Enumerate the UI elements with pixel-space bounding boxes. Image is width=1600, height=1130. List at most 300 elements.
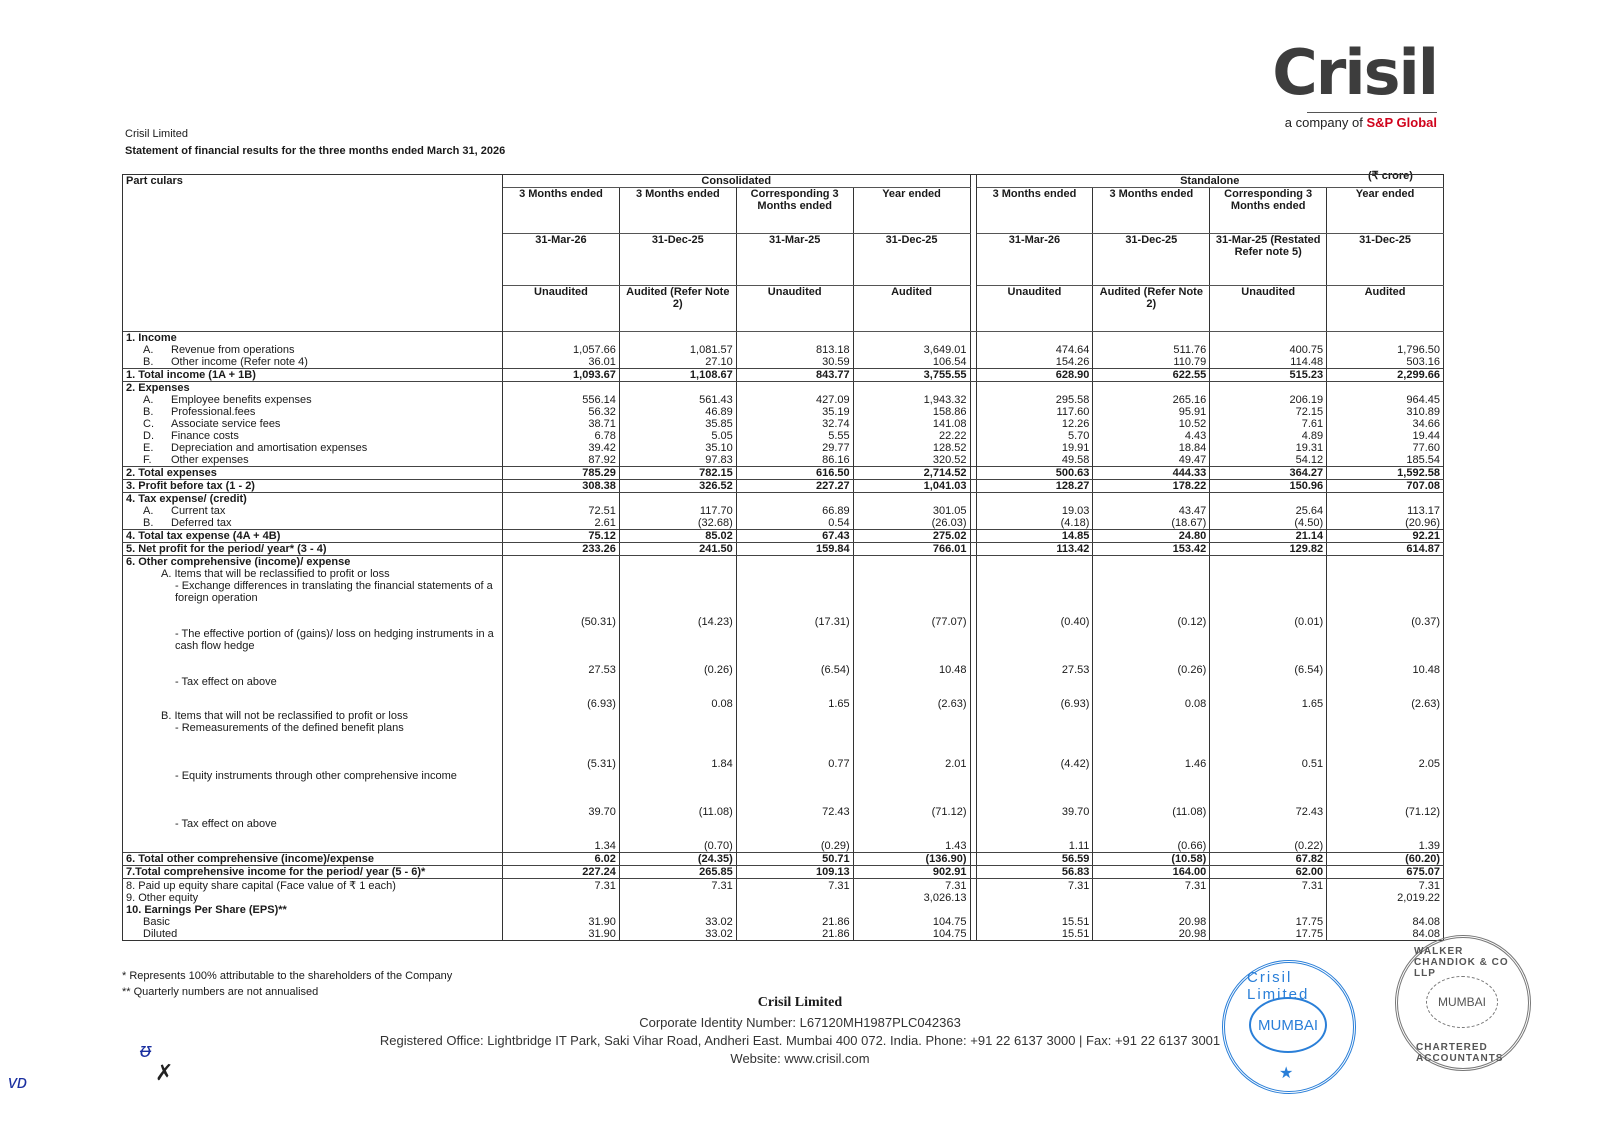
consolidated-value-1: 31.90 (503, 928, 620, 941)
standalone-value-1: 474.64 (976, 344, 1093, 356)
standalone-value-3: 400.75 (1210, 344, 1327, 356)
standalone-value-1: 12.26 (976, 418, 1093, 430)
row-label: B. Items that will not be reclassified to profit or loss (123, 710, 503, 722)
consolidated-value-1: (50.31) (503, 580, 620, 628)
consolidated-value-1: 1.34 (503, 818, 620, 853)
initials-signature-black: ✗ (155, 1060, 174, 1085)
consolidated-value-1 (503, 904, 620, 916)
standalone-value-1: 117.60 (976, 406, 1093, 418)
section-row (123, 556, 1444, 569)
company-seal-center: MUMBAI (1249, 997, 1327, 1053)
standalone-value-4 (1327, 382, 1444, 395)
consolidated-value-2: 117.70 (619, 505, 736, 517)
row-label: 5. Net profit for the period/ year* (3 - 4) (123, 543, 503, 556)
consolidated-value-1: (6.93) (503, 676, 620, 710)
date-header-stand-2: 31-Dec-25 (1093, 234, 1210, 286)
standalone-value-3: 17.75 (1210, 928, 1327, 941)
consolidated-value-1 (503, 892, 620, 904)
standalone-value-4: 92.21 (1327, 530, 1444, 543)
standalone-value-2: 49.47 (1093, 454, 1210, 467)
standalone-value-3: 0.51 (1210, 722, 1327, 770)
section-row (123, 493, 1444, 506)
consolidated-value-4 (853, 493, 970, 506)
consolidated-value-3 (736, 382, 853, 395)
consolidated-value-1: 38.71 (503, 418, 620, 430)
row-label: 10. Earnings Per Share (EPS)** (123, 904, 503, 916)
consolidated-value-2: 241.50 (619, 543, 736, 556)
consolidated-value-1: 6.78 (503, 430, 620, 442)
row-label: - Exchange differences in translating the financial statements of a foreign operation (123, 580, 503, 628)
standalone-value-4 (1327, 556, 1444, 569)
consolidated-value-2: 1,081.57 (619, 344, 736, 356)
total-row (123, 866, 1444, 879)
audit-status-header-cons-2: Audited (Refer Note 2) (619, 286, 736, 332)
standalone-value-3: (4.50) (1210, 517, 1327, 530)
consolidated-value-3: 843.77 (736, 369, 853, 382)
standalone-value-2 (1093, 382, 1210, 395)
consolidated-value-1 (503, 556, 620, 569)
standalone-value-2 (1093, 710, 1210, 722)
consolidated-value-3: 7.31 (736, 879, 853, 893)
standalone-value-2: 18.84 (1093, 442, 1210, 454)
standalone-value-4: 113.17 (1327, 505, 1444, 517)
row-label (123, 517, 503, 530)
logo-tagline (1262, 115, 1437, 130)
table-row (123, 628, 1444, 676)
standalone-value-1: 19.03 (976, 505, 1093, 517)
consolidated-value-4: 3,026.13 (853, 892, 970, 904)
consolidated-value-2: 265.85 (619, 866, 736, 879)
standalone-value-1: 295.58 (976, 394, 1093, 406)
consolidated-value-2 (619, 568, 736, 580)
standalone-value-3: 72.15 (1210, 406, 1327, 418)
standalone-value-4: 614.87 (1327, 543, 1444, 556)
standalone-value-1: 5.70 (976, 430, 1093, 442)
date-header-stand-1: 31-Mar-26 (976, 234, 1093, 286)
row-label (123, 406, 503, 418)
table-row (123, 676, 1444, 710)
consolidated-value-4: (26.03) (853, 517, 970, 530)
consolidated-value-3: 0.54 (736, 517, 853, 530)
consolidated-value-3: 72.43 (736, 770, 853, 818)
row-label-text: Other expenses (171, 454, 249, 466)
standalone-value-3: 62.00 (1210, 866, 1327, 879)
row-letter: F. (143, 454, 152, 466)
row-label-text: Current tax (171, 505, 226, 517)
consolidated-value-3: 813.18 (736, 344, 853, 356)
standalone-value-1: 19.91 (976, 442, 1093, 454)
row-label-text: Associate service fees (171, 418, 281, 430)
currency-unit: (₹ crore) (1368, 170, 1413, 182)
financial-results-table (122, 174, 1444, 941)
consolidated-value-2: 1.84 (619, 722, 736, 770)
standalone-value-1: 154.26 (976, 356, 1093, 369)
company-name: Crisil Limited (125, 128, 188, 140)
consolidated-value-1 (503, 332, 620, 345)
standalone-value-2 (1093, 904, 1210, 916)
standalone-value-1: 1.11 (976, 818, 1093, 853)
consolidated-value-4: 902.91 (853, 866, 970, 879)
standalone-value-1 (976, 493, 1093, 506)
row-label (123, 442, 503, 454)
consolidated-value-3: 30.59 (736, 356, 853, 369)
consolidated-value-4 (853, 332, 970, 345)
standalone-value-4: 964.45 (1327, 394, 1444, 406)
consolidated-value-1: 72.51 (503, 505, 620, 517)
company-seal-ring-text: Crisil Limited (1247, 969, 1310, 1003)
row-label: 9. Other equity (123, 892, 503, 904)
section-row (123, 332, 1444, 345)
consolidated-value-3: 50.71 (736, 853, 853, 866)
consolidated-value-1: 2.61 (503, 517, 620, 530)
table-row (123, 722, 1444, 770)
row-label (123, 394, 503, 406)
standalone-value-1: 39.70 (976, 770, 1093, 818)
table-row (123, 430, 1444, 442)
row-label (123, 344, 503, 356)
consolidated-value-3 (736, 904, 853, 916)
row-label: 2. Total expenses (123, 467, 503, 480)
consolidated-value-3: 1.65 (736, 676, 853, 710)
standalone-value-2: 24.80 (1093, 530, 1210, 543)
row-label (123, 454, 503, 467)
consolidated-value-1: (5.31) (503, 722, 620, 770)
section-row (123, 904, 1444, 916)
section-row (123, 568, 1444, 580)
consolidated-value-3: 21.86 (736, 928, 853, 941)
table-row (123, 892, 1444, 904)
row-letter: A. (143, 505, 154, 517)
standalone-value-1 (976, 382, 1093, 395)
row-label (123, 430, 503, 442)
consolidated-value-3 (736, 332, 853, 345)
consolidated-value-2: 46.89 (619, 406, 736, 418)
standalone-value-4: 84.08 (1327, 916, 1444, 928)
standalone-value-3: 72.43 (1210, 770, 1327, 818)
consolidated-value-2 (619, 382, 736, 395)
statement-title: Statement of financial results for the three months ended March 31, 2026 (125, 145, 506, 157)
standalone-value-2: 511.76 (1093, 344, 1210, 356)
consolidated-value-2: 33.02 (619, 928, 736, 941)
standalone-value-3: (6.54) (1210, 628, 1327, 676)
consolidated-value-2: 7.31 (619, 879, 736, 893)
standalone-value-3: 1.65 (1210, 676, 1327, 710)
consolidated-value-2: 97.83 (619, 454, 736, 467)
standalone-value-4: 2.05 (1327, 722, 1444, 770)
audit-status-header-stand-1: Unaudited (976, 286, 1093, 332)
standalone-value-4: 675.07 (1327, 866, 1444, 879)
standalone-value-4: 10.48 (1327, 628, 1444, 676)
consolidated-value-2 (619, 904, 736, 916)
standalone-value-1 (976, 556, 1093, 569)
period-header-cons-4: Year ended (853, 188, 970, 234)
section-row (123, 382, 1444, 395)
auditor-seal-ring-top: WALKER CHANDIOK & CO LLP (1414, 946, 1509, 979)
row-letter: A. (143, 344, 154, 356)
consolidated-value-4: 106.54 (853, 356, 970, 369)
row-label: 1. Income (123, 332, 503, 345)
standalone-value-2: 0.08 (1093, 676, 1210, 710)
consolidated-value-1: 39.70 (503, 770, 620, 818)
standalone-value-3: (0.22) (1210, 818, 1327, 853)
consolidated-value-2: 782.15 (619, 467, 736, 480)
date-header-cons-2: 31-Dec-25 (619, 234, 736, 286)
standalone-value-1: (4.42) (976, 722, 1093, 770)
standalone-value-2: (0.26) (1093, 628, 1210, 676)
date-header-stand-3: 31-Mar-25 (Restated Refer note 5) (1210, 234, 1327, 286)
row-label: Diluted (123, 928, 503, 941)
consolidated-value-1: 6.02 (503, 853, 620, 866)
standalone-value-2 (1093, 332, 1210, 345)
consolidated-value-1: 556.14 (503, 394, 620, 406)
standalone-value-3: 19.31 (1210, 442, 1327, 454)
consolidated-value-4: 10.48 (853, 628, 970, 676)
table-row (123, 418, 1444, 430)
standalone-value-1 (976, 332, 1093, 345)
standalone-value-1: 27.53 (976, 628, 1093, 676)
consolidated-value-4: 128.52 (853, 442, 970, 454)
consolidated-value-3: 0.77 (736, 722, 853, 770)
particulars-header: Part culars (123, 175, 503, 332)
standalone-value-3: 7.61 (1210, 418, 1327, 430)
consolidated-value-2 (619, 710, 736, 722)
standalone-value-2: 265.16 (1093, 394, 1210, 406)
consolidated-value-4 (853, 568, 970, 580)
standalone-value-4: 310.89 (1327, 406, 1444, 418)
standalone-value-4: 77.60 (1327, 442, 1444, 454)
standalone-value-2: 20.98 (1093, 928, 1210, 941)
standalone-value-4 (1327, 710, 1444, 722)
standalone-value-3 (1210, 904, 1327, 916)
consolidated-value-3 (736, 493, 853, 506)
audit-status-header-stand-2: Audited (Refer Note 2) (1093, 286, 1210, 332)
star-icon: ★ (1279, 1065, 1294, 1082)
consolidated-value-1: 785.29 (503, 467, 620, 480)
consolidated-value-2: (24.35) (619, 853, 736, 866)
row-label: Basic (123, 916, 503, 928)
row-label: - Remeasurements of the defined benefit plans (123, 722, 503, 770)
table-row (123, 818, 1444, 853)
standalone-value-1: 14.85 (976, 530, 1093, 543)
total-row (123, 543, 1444, 556)
standalone-value-2: (10.58) (1093, 853, 1210, 866)
row-label: 3. Profit before tax (1 - 2) (123, 480, 503, 493)
standalone-value-3: 206.19 (1210, 394, 1327, 406)
total-row (123, 369, 1444, 382)
row-label-text: Other income (Refer note 4) (171, 356, 308, 368)
auditor-seal-ring-bottom: CHARTERED ACCOUNTANTS (1416, 1042, 1504, 1064)
standalone-value-1: 15.51 (976, 916, 1093, 928)
crisil-logo (1262, 38, 1437, 130)
standalone-value-1: 628.90 (976, 369, 1093, 382)
initials-signature-margin: ᴠᴅ (8, 1072, 27, 1092)
date-header-cons-4: 31-Dec-25 (853, 234, 970, 286)
row-label: A. Items that will be reclassified to profit or loss (123, 568, 503, 580)
row-letter: B. (143, 406, 154, 418)
row-label: 2. Expenses (123, 382, 503, 395)
standalone-value-1: (6.93) (976, 676, 1093, 710)
standalone-value-3: 114.48 (1210, 356, 1327, 369)
footnote-attributable: * Represents 100% attributable to the shareholders of the Company (122, 970, 453, 982)
row-letter: E. (143, 442, 154, 454)
consolidated-value-4 (853, 710, 970, 722)
consolidated-value-2: 561.43 (619, 394, 736, 406)
table-row (123, 356, 1444, 369)
consolidated-value-2: (11.08) (619, 770, 736, 818)
period-header-cons-3: Corresponding 3 Months ended (736, 188, 853, 234)
standalone-value-2 (1093, 568, 1210, 580)
consolidated-value-4: 22.22 (853, 430, 970, 442)
period-header-stand-2: 3 Months ended (1093, 188, 1210, 234)
consolidated-value-1: 1,057.66 (503, 344, 620, 356)
consolidated-value-2: (0.26) (619, 628, 736, 676)
standalone-value-4: (20.96) (1327, 517, 1444, 530)
consolidated-value-3: 29.77 (736, 442, 853, 454)
consolidated-value-2 (619, 556, 736, 569)
consolidated-value-4: 104.75 (853, 928, 970, 941)
consolidated-value-2: 35.10 (619, 442, 736, 454)
consolidated-value-4: 3,649.01 (853, 344, 970, 356)
standalone-value-3: 21.14 (1210, 530, 1327, 543)
table-row (123, 505, 1444, 517)
table-row (123, 454, 1444, 467)
row-label-text: Employee benefits expenses (171, 394, 312, 406)
consolidated-value-3: 616.50 (736, 467, 853, 480)
standalone-value-2: (11.08) (1093, 770, 1210, 818)
row-label: - Tax effect on above (123, 818, 503, 853)
row-letter: A. (143, 394, 154, 406)
period-header-stand-3: Corresponding 3 Months ended (1210, 188, 1327, 234)
row-label: 4. Tax expense/ (credit) (123, 493, 503, 506)
standalone-value-3 (1210, 556, 1327, 569)
consolidated-value-3: 227.27 (736, 480, 853, 493)
row-label-text: Finance costs (171, 430, 239, 442)
standalone-value-1: 56.59 (976, 853, 1093, 866)
standalone-value-3 (1210, 710, 1327, 722)
date-header-cons-3: 31-Mar-25 (736, 234, 853, 286)
consolidated-value-2: 35.85 (619, 418, 736, 430)
consolidated-value-3: 109.13 (736, 866, 853, 879)
standalone-value-2: (18.67) (1093, 517, 1210, 530)
standalone-value-3: 364.27 (1210, 467, 1327, 480)
standalone-value-2 (1093, 892, 1210, 904)
standalone-value-4 (1327, 332, 1444, 345)
standalone-value-3: 25.64 (1210, 505, 1327, 517)
standalone-header: Standalone (976, 175, 1444, 188)
consolidated-value-4: 7.31 (853, 879, 970, 893)
table-row (123, 394, 1444, 406)
consolidated-value-1: 87.92 (503, 454, 620, 467)
consolidated-value-3: (17.31) (736, 580, 853, 628)
row-label (123, 505, 503, 517)
company-seal-stamp (1222, 960, 1356, 1094)
consolidated-value-2: 27.10 (619, 356, 736, 369)
consolidated-value-1: 39.42 (503, 442, 620, 454)
date-header-stand-4: 31-Dec-25 (1327, 234, 1444, 286)
consolidated-value-2: 1,108.67 (619, 369, 736, 382)
consolidated-value-4: 141.08 (853, 418, 970, 430)
consolidated-value-4 (853, 382, 970, 395)
standalone-value-1 (976, 568, 1093, 580)
consolidated-value-4: 1,943.32 (853, 394, 970, 406)
standalone-value-4: 707.08 (1327, 480, 1444, 493)
standalone-value-2: 622.55 (1093, 369, 1210, 382)
consolidated-value-4: 3,755.55 (853, 369, 970, 382)
table-row (123, 770, 1444, 818)
initials-signature-blue: ᵿ (140, 1040, 152, 1062)
audit-status-header-cons-3: Unaudited (736, 286, 853, 332)
row-label: 4. Total tax expense (4A + 4B) (123, 530, 503, 543)
table-row (123, 344, 1444, 356)
standalone-value-4: (60.20) (1327, 853, 1444, 866)
consolidated-value-1 (503, 493, 620, 506)
footer-website: Website: www.crisil.com (730, 1051, 870, 1066)
total-row (123, 853, 1444, 866)
consolidated-value-4: 320.52 (853, 454, 970, 467)
consolidated-value-1: 36.01 (503, 356, 620, 369)
consolidated-value-3: 427.09 (736, 394, 853, 406)
standalone-value-2: 43.47 (1093, 505, 1210, 517)
row-label: - Equity instruments through other comprehensive income (123, 770, 503, 818)
row-label: - Tax effect on above (123, 676, 503, 710)
consolidated-value-3: 66.89 (736, 505, 853, 517)
consolidated-value-3: 159.84 (736, 543, 853, 556)
consolidated-value-3 (736, 568, 853, 580)
date-header-cons-1: 31-Mar-26 (503, 234, 620, 286)
audit-status-header-cons-1: Unaudited (503, 286, 620, 332)
standalone-value-2: 1.46 (1093, 722, 1210, 770)
row-label-text: Revenue from operations (171, 344, 295, 356)
consolidated-value-2 (619, 332, 736, 345)
row-label-text: Deferred tax (171, 517, 232, 529)
consolidated-value-2: 326.52 (619, 480, 736, 493)
standalone-value-2: 444.33 (1093, 467, 1210, 480)
consolidated-value-2: (14.23) (619, 580, 736, 628)
standalone-value-1: 49.58 (976, 454, 1093, 467)
consolidated-value-2: (0.70) (619, 818, 736, 853)
consolidated-value-3: 32.74 (736, 418, 853, 430)
total-row (123, 467, 1444, 480)
table-row (123, 517, 1444, 530)
consolidated-value-1 (503, 710, 620, 722)
consolidated-value-2: 85.02 (619, 530, 736, 543)
tagline-brand: S&P Global (1366, 115, 1437, 130)
standalone-value-4: (0.37) (1327, 580, 1444, 628)
standalone-value-4 (1327, 568, 1444, 580)
consolidated-value-4: 2.01 (853, 722, 970, 770)
standalone-value-3: 54.12 (1210, 454, 1327, 467)
consolidated-value-1: 75.12 (503, 530, 620, 543)
standalone-value-2: 7.31 (1093, 879, 1210, 893)
footnote-not-annualised: ** Quarterly numbers are not annualised (122, 986, 319, 998)
consolidated-value-2: 0.08 (619, 676, 736, 710)
period-header-stand-1: 3 Months ended (976, 188, 1093, 234)
consolidated-value-1 (503, 568, 620, 580)
consolidated-value-3: 35.19 (736, 406, 853, 418)
consolidated-header: Consolidated (503, 175, 971, 188)
row-letter: B. (143, 356, 154, 368)
period-header-stand-4: Year ended (1327, 188, 1444, 234)
standalone-value-4: 84.08 (1327, 928, 1444, 941)
row-label (123, 356, 503, 369)
row-label: 6. Total other comprehensive (income)/expense (123, 853, 503, 866)
consolidated-value-2: 33.02 (619, 916, 736, 928)
consolidated-value-3: (0.29) (736, 818, 853, 853)
consolidated-value-3 (736, 710, 853, 722)
consolidated-value-3 (736, 892, 853, 904)
row-label-text: Depreciation and amortisation expenses (171, 442, 368, 454)
row-label: 7.Total comprehensive income for the period/ year (5 - 6)* (123, 866, 503, 879)
